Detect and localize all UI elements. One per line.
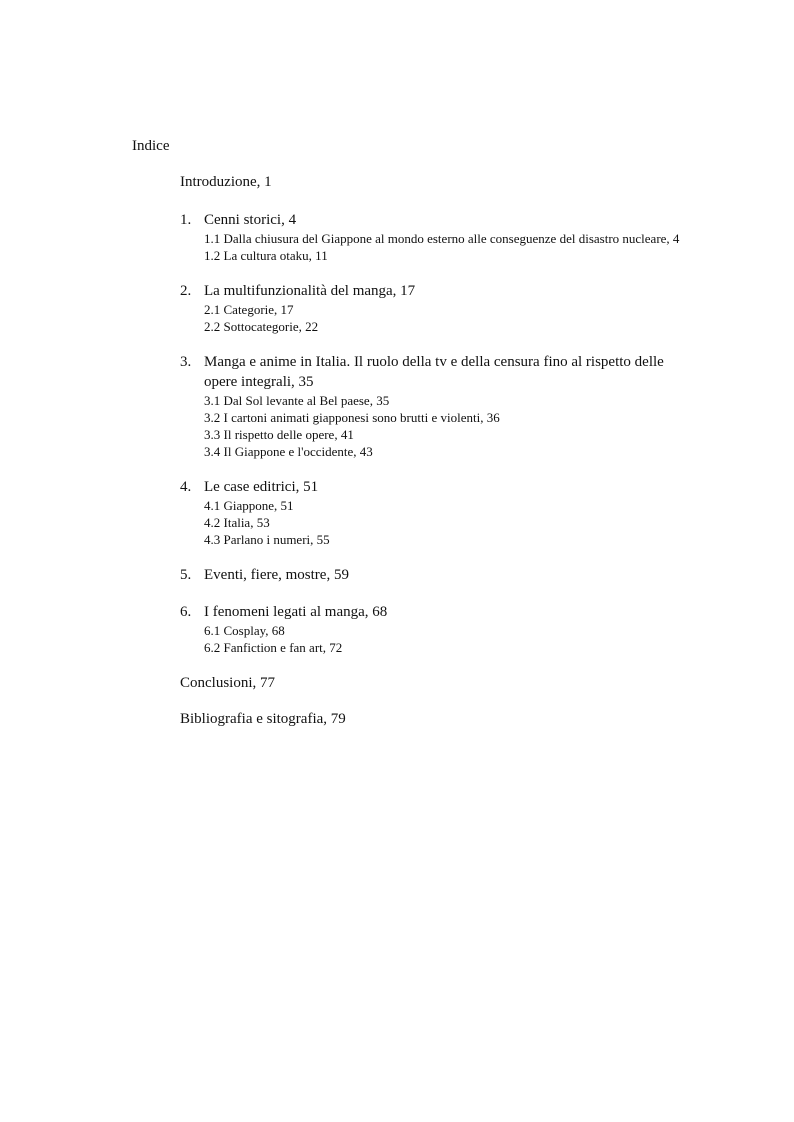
table-of-contents xyxy=(180,172,680,745)
toc-chapter-5 xyxy=(180,565,680,585)
toc-section: 4.3 Parlano i numeri, 55 xyxy=(204,532,330,547)
toc-section: 3.3 Il rispetto delle opere, 41 xyxy=(204,427,354,442)
toc-section: 6.2 Fanfiction e fan art, 72 xyxy=(204,640,343,655)
toc-chapter-2 xyxy=(180,281,680,335)
toc-section: 1.2 La cultura otaku, 11 xyxy=(204,248,328,263)
toc-section: 3.1 Dal Sol levante al Bel paese, 35 xyxy=(204,393,390,408)
toc-chapter-6 xyxy=(180,602,680,656)
toc-conclusions: Conclusioni, 77 xyxy=(180,675,276,691)
chapter-number: 6. xyxy=(180,604,192,620)
toc-chapter-3 xyxy=(180,352,680,460)
chapter-number: 2. xyxy=(180,283,192,299)
toc-section: 3.2 I cartoni animati giapponesi sono brutti e violenti, 36 xyxy=(204,410,500,425)
document-title: Indice xyxy=(132,138,170,154)
chapter-number: 3. xyxy=(180,354,192,370)
toc-bibliography: Bibliografia e sitografia, 79 xyxy=(180,711,346,727)
chapter-title: La multifunzionalità del manga, 17 xyxy=(204,283,416,299)
toc-section: 4.2 Italia, 53 xyxy=(204,515,270,530)
chapter-title: Cenni storici, 4 xyxy=(204,212,297,228)
chapter-number: 4. xyxy=(180,479,192,495)
toc-section: 2.2 Sottocategorie, 22 xyxy=(204,319,319,334)
toc-section: 6.1 Cosplay, 68 xyxy=(204,623,285,638)
toc-introduction: Introduzione, 1 xyxy=(180,174,272,190)
chapter-number: 1. xyxy=(180,212,192,228)
chapter-number: 5. xyxy=(180,567,192,583)
toc-section: 3.4 Il Giappone e l'occidente, 43 xyxy=(204,444,373,459)
toc-chapter-1 xyxy=(180,210,680,264)
toc-chapter-4 xyxy=(180,477,680,548)
chapter-title: Eventi, fiere, mostre, 59 xyxy=(204,567,349,583)
chapter-title: Manga e anime in Italia. Il ruolo della tv e della censura fino al rispetto delle opere integrali, 35 xyxy=(204,354,664,390)
chapter-title: Le case editrici, 51 xyxy=(204,479,319,495)
toc-section: 2.1 Categorie, 17 xyxy=(204,302,294,317)
toc-section: 4.1 Giappone, 51 xyxy=(204,498,294,513)
toc-section: 1.1 Dalla chiusura del Giappone al mondo esterno alle conseguenze del disastro nucleare, 4 xyxy=(204,231,680,246)
chapter-title: I fenomeni legati al manga, 68 xyxy=(204,604,388,620)
